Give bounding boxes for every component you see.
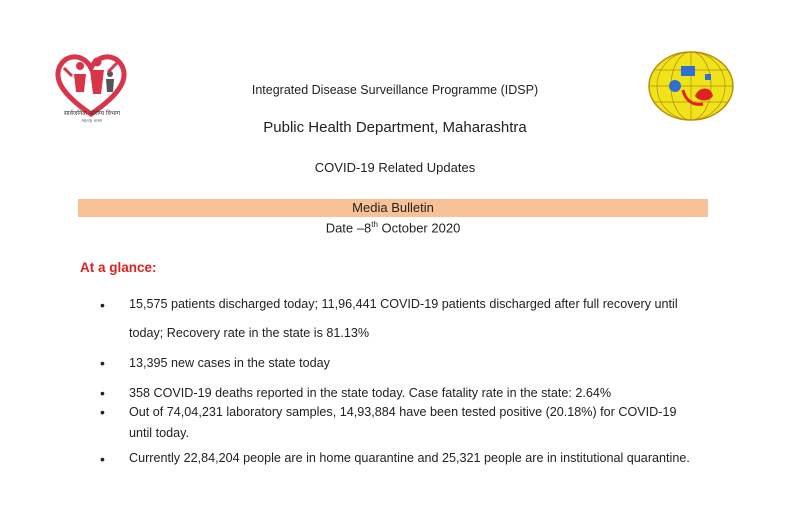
organization-title: Integrated Disease Surveillance Programme (IDSP) xyxy=(251,83,539,97)
date-suffix: October 2020 xyxy=(377,220,461,236)
bullet-icon: • xyxy=(100,404,105,420)
section-heading: At a glance: xyxy=(80,260,157,275)
media-bulletin-banner: Media Bulletin xyxy=(78,199,708,217)
bullet-icon: • xyxy=(100,355,105,371)
logo-caption-text: सार्वजनिक आरोग्य विभाग xyxy=(63,110,121,117)
list-item-text: Out of 74,04,231 laboratory samples, 14,93,884 have been tested positive (20.18%) for COVID-19 until today. xyxy=(129,405,677,440)
date-ordinal: th xyxy=(371,220,378,229)
list-item-text: Currently 22,84,204 people are in home quarantine and 25,321 people are in institutional quarantine. xyxy=(129,451,690,465)
page-subtitle: COVID-19 Related Updates xyxy=(314,160,476,175)
logo-caption-subtext: महाराष्ट्र शासन xyxy=(81,118,103,123)
date-prefix: Date –8 xyxy=(325,220,372,236)
list-item-text: 358 COVID-19 deaths reported in the state today. Case fatality rate in the state: 2.64% xyxy=(129,386,612,400)
bullet-icon: • xyxy=(100,385,105,401)
bulletin-date xyxy=(78,220,708,235)
bullet-icon: • xyxy=(100,297,105,313)
list-item-text: 15,575 patients discharged today; 11,96,441 COVID-19 patients discharged after full recovery until today; Recovery rate in the state is 81.13% xyxy=(129,297,678,340)
department-title: Public Health Department, Maharashtra xyxy=(263,119,527,136)
list-item-text: 13,395 new cases in the state today xyxy=(129,356,330,370)
bullet-icon: • xyxy=(100,451,105,467)
